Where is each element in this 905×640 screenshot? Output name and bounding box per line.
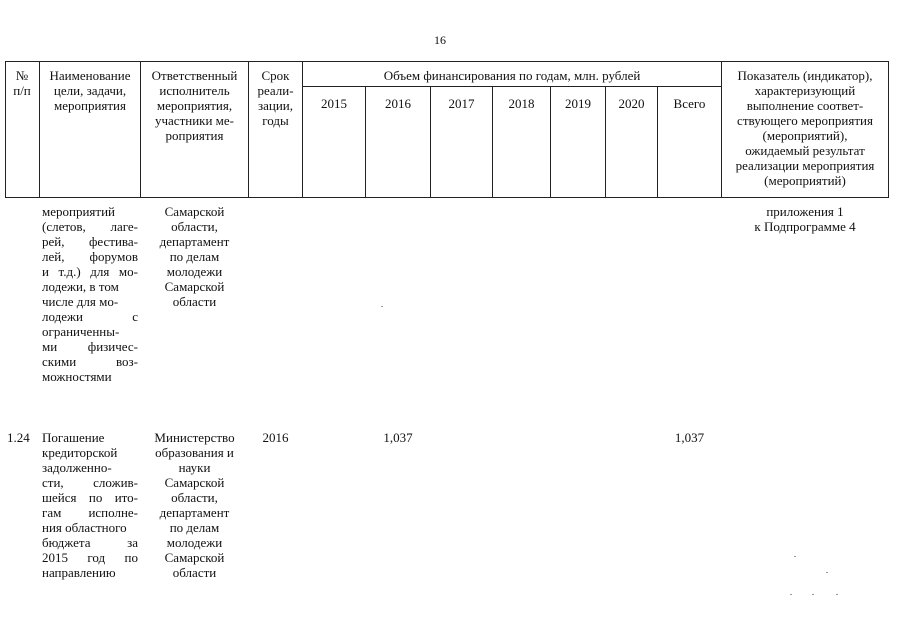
header-year-2016: 2016 [385, 96, 411, 111]
grid-line [888, 61, 889, 198]
row-124-2016: 1,037 [383, 430, 413, 445]
header-year-2019: 2019 [565, 96, 591, 111]
scan-speck [812, 594, 814, 595]
header-responsible: Ответственный исполнитель мероприятия, участники ме- роприятия [151, 68, 238, 143]
scan-speck [790, 594, 792, 595]
header-bottom-border [5, 197, 888, 198]
row-124-term: 2016 [262, 430, 289, 445]
header-name: Наименование цели, задачи, мероприятия [49, 68, 131, 113]
scan-speck [826, 572, 828, 573]
header-indicator: Показатель (индикатор), характеризующий выполнение соответ- ствующего мероприятия (мероприятий), ожидаемый результат реализации мероприятия (мероприятий) [735, 68, 875, 188]
cont-row-responsible: Самарской области, департамент по делам молодежи Самарской области [159, 204, 230, 309]
scan-speck [381, 306, 383, 307]
scan-speck [836, 594, 838, 595]
row-124-responsible: Министерство образования и науки Самарской области, департамент по делам молодежи Самарской области [154, 430, 235, 580]
row-124-total: 1,037 [674, 430, 705, 445]
cont-row-name: мероприятий (слетов, лаге- рей, фестива- лей, форумов и т.д.) для мо- лодежи, в том числе для мо- лодежи с ограниченны- ми физичес- скими воз- можностями [42, 204, 138, 384]
table-top-border [5, 61, 888, 62]
header-year-2020: 2020 [618, 96, 645, 111]
row-124-name: Погашение кредиторской задолженно- сти, сложив- шейся по ито- гам исполне- ния областного бюджета за 2015 год по направлению [42, 430, 138, 580]
header-total: Всего [673, 96, 706, 111]
header-funding: Объем финансирования по годам, млн. рублей [383, 68, 641, 83]
header-num: № п/п [13, 68, 31, 98]
header-year-2018: 2018 [508, 96, 535, 111]
page-number: 16 [434, 33, 446, 47]
header-year-2017: 2017 [448, 96, 475, 111]
cont-row-indicator: приложения 1 к Подпрограмме 4 [754, 204, 856, 234]
scan-speck [794, 556, 796, 557]
row-124-number: 1.24 [7, 430, 30, 445]
header-year-2015: 2015 [321, 96, 347, 111]
header-term: Срок реали- зации, годы [257, 68, 294, 128]
